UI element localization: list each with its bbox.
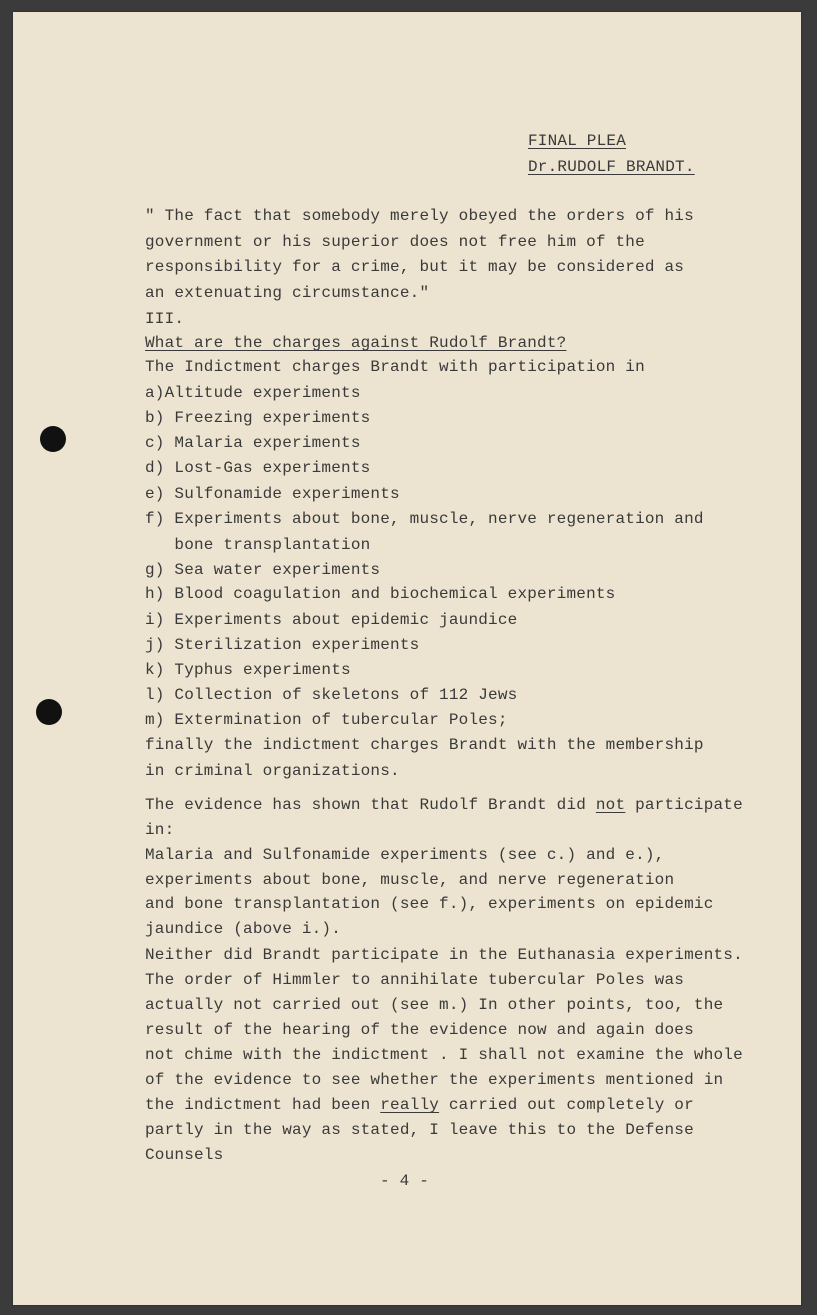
emphasis-really: really <box>380 1096 440 1114</box>
evidence-line: The order of Himmler to annihilate tubercular Poles was <box>145 971 685 989</box>
quote-line: " The fact that somebody merely obeyed the orders of his <box>145 207 694 225</box>
charge-item: b) Freezing experiments <box>145 409 371 427</box>
charge-item: i) Experiments about epidemic jaundice <box>145 611 518 629</box>
charge-item: c) Malaria experiments <box>145 434 361 452</box>
evidence-text: participate <box>625 796 743 814</box>
charge-item: e) Sulfonamide experiments <box>145 485 400 503</box>
charge-item: m) Extermination of tubercular Poles; <box>145 711 508 729</box>
evidence-line: result of the hearing of the evidence now and again does <box>145 1021 694 1039</box>
evidence-line: partly in the way as stated, I leave this to the Defense <box>145 1121 694 1139</box>
evidence-line: Neither did Brandt participate in the Euthanasia experiments. <box>145 946 743 964</box>
evidence-text: The evidence has shown that Rudolf Brandt did <box>145 796 596 814</box>
charge-item: d) Lost-Gas experiments <box>145 459 371 477</box>
plea-subtitle: Dr.RUDOLF BRANDT. <box>528 158 695 176</box>
charge-item: g) Sea water experiments <box>145 561 381 579</box>
page-number: - 4 - <box>380 1172 430 1190</box>
punch-hole-lower <box>36 699 62 725</box>
finally-line: in criminal organizations. <box>145 762 400 780</box>
charge-item: a)Altitude experiments <box>145 384 361 402</box>
emphasis-not: not <box>595 796 626 814</box>
charge-item: l) Collection of skeletons of 112 Jews <box>145 686 518 704</box>
charge-item: k) Typhus experiments <box>145 661 351 679</box>
punch-hole-upper <box>40 426 66 452</box>
evidence-line: jaundice (above i.). <box>145 920 342 938</box>
quote-line: an extenuating circumstance." <box>145 284 430 302</box>
evidence-really-line <box>145 1097 694 1113</box>
section-number: III. <box>145 310 185 328</box>
evidence-line: Counsels <box>145 1146 224 1164</box>
charge-item: h) Blood coagulation and biochemical experiments <box>145 585 616 603</box>
evidence-line: Malaria and Sulfonamide experiments (see c.) and e.), <box>145 846 665 864</box>
quote-line: government or his superior does not free him of the <box>145 233 645 251</box>
charge-item: j) Sterilization experiments <box>145 636 420 654</box>
finally-line: finally the indictment charges Brandt with the membership <box>145 736 704 754</box>
plea-title: FINAL PLEA <box>528 132 627 150</box>
charges-intro: The Indictment charges Brandt with participation in <box>145 358 645 376</box>
evidence-first-line <box>145 797 743 813</box>
evidence-text: the indictment had been <box>145 1096 381 1114</box>
charge-item: bone transplantation <box>145 536 371 554</box>
evidence-line: and bone transplantation (see f.), experiments on epidemic <box>145 895 714 913</box>
evidence-line: of the evidence to see whether the experiments mentioned in <box>145 1071 724 1089</box>
evidence-text: carried out completely or <box>439 1096 694 1114</box>
evidence-line: in: <box>145 821 175 839</box>
quote-line: responsibility for a crime, but it may be considered as <box>145 258 685 276</box>
charge-item: f) Experiments about bone, muscle, nerve regeneration and <box>145 510 704 528</box>
evidence-line: experiments about bone, muscle, and nerve regeneration <box>145 871 675 889</box>
section-heading: What are the charges against Rudolf Brandt? <box>145 334 567 352</box>
evidence-line: not chime with the indictment . I shall not examine the whole <box>145 1046 743 1064</box>
evidence-line: actually not carried out (see m.) In other points, too, the <box>145 996 724 1014</box>
